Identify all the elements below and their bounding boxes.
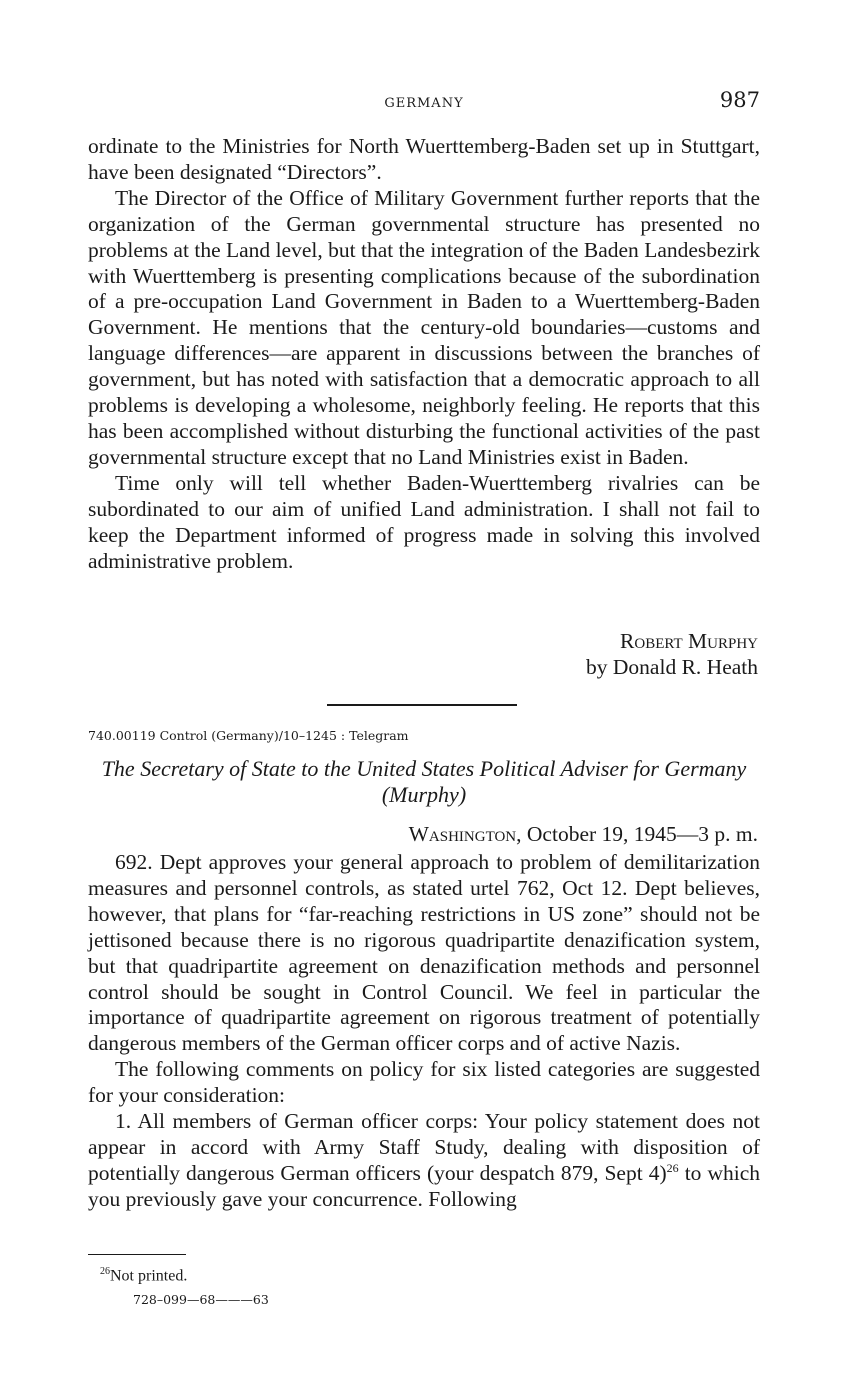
telegram-paragraph-3-text: 1. All members of German officer corps: Your policy statement does not appear in accord with Army Staff Study, dealing with disposition of potentially dangerous German officers (your despatch 879, Sept 4) bbox=[88, 1109, 760, 1185]
letter-paragraph-2: The Director of the Office of Military Government further reports that the organization of the German governmental structure has presented no problems at the Land level, but that the integration of the Baden Landesbezirk with Wuerttemberg is presenting complications because of the subordination of a pre-occupation Land Government in Baden to a Wuerttemberg-Baden Government. He mentions that the century-old boundaries—customs and language differences—are apparent in discussions between the branches of government, but has noted with satisfaction that a democratic approach to all problems is developing a wholesome, neighborly feeling. He reports that this has been accomplished without disturbing the functional activities of the past governmental structure except that no Land Ministries exist in Baden. bbox=[88, 185, 760, 469]
telegram-body bbox=[88, 850, 760, 1213]
footnote bbox=[100, 1266, 187, 1285]
signature-by-line: by Donald R. Heath bbox=[586, 655, 758, 679]
telegram-paragraph-3-continuation: to which you previously gave your concurrence. Following bbox=[88, 1160, 760, 1211]
telegram-paragraph-3 bbox=[88, 1109, 760, 1213]
document-title: The Secretary of State to the United States Political Adviser for Germany (Murphy) bbox=[101, 756, 747, 807]
signature-block bbox=[586, 628, 758, 680]
file-reference: 740.00119 Control (Germany)/10–1245 : Telegram bbox=[88, 728, 409, 743]
footnote-reference: 26 bbox=[666, 1160, 679, 1175]
page-number: 987 bbox=[719, 88, 760, 112]
letter-body bbox=[88, 134, 760, 574]
dateline bbox=[409, 822, 758, 847]
letter-paragraph-3: Time only will tell whether Baden-Wuerttemberg rivalries can be subordinated to our aim of unified Land administration. I shall not fail to keep the Department informed of progress made in solving this involved administrative problem. bbox=[88, 470, 760, 573]
telegram-paragraph-1: 692. Dept approves your general approach to problem of demilitarization measures and personnel controls, as stated urtel 762, Oct 12. Dept believes, however, that plans for “far-reaching restrictions in US zone” should not be jettisoned because there is no rigorous quadripartite denazification system, but that quadripartite agreement on denazification methods and personnel control should be sought in Control Council. We feel in particular the importance of quadripartite agreement on rigorous treatment of potentially dangerous members of the German officer corps and of active Nazis. bbox=[88, 850, 760, 1056]
signature-name: Robert Murphy bbox=[620, 629, 758, 653]
telegram-paragraph-2: The following comments on policy for six listed categories are suggested for your consideration: bbox=[88, 1057, 760, 1108]
footnote-text: Not printed. bbox=[110, 1267, 188, 1285]
section-divider bbox=[327, 704, 517, 706]
running-head bbox=[88, 88, 760, 118]
letter-paragraph-1: ordinate to the Ministries for North Wuerttemberg-Baden set up in Stuttgart, have been designated “Directors”. bbox=[88, 134, 760, 184]
printer-line: 728–099—68———63 bbox=[133, 1292, 269, 1307]
footnote-rule bbox=[88, 1254, 186, 1255]
running-title: GERMANY bbox=[384, 96, 464, 111]
footnote-mark: 26 bbox=[100, 1266, 110, 1277]
dateline-date: , October 19, 1945—3 p. m. bbox=[516, 822, 758, 846]
dateline-place: Washington bbox=[408, 822, 517, 846]
